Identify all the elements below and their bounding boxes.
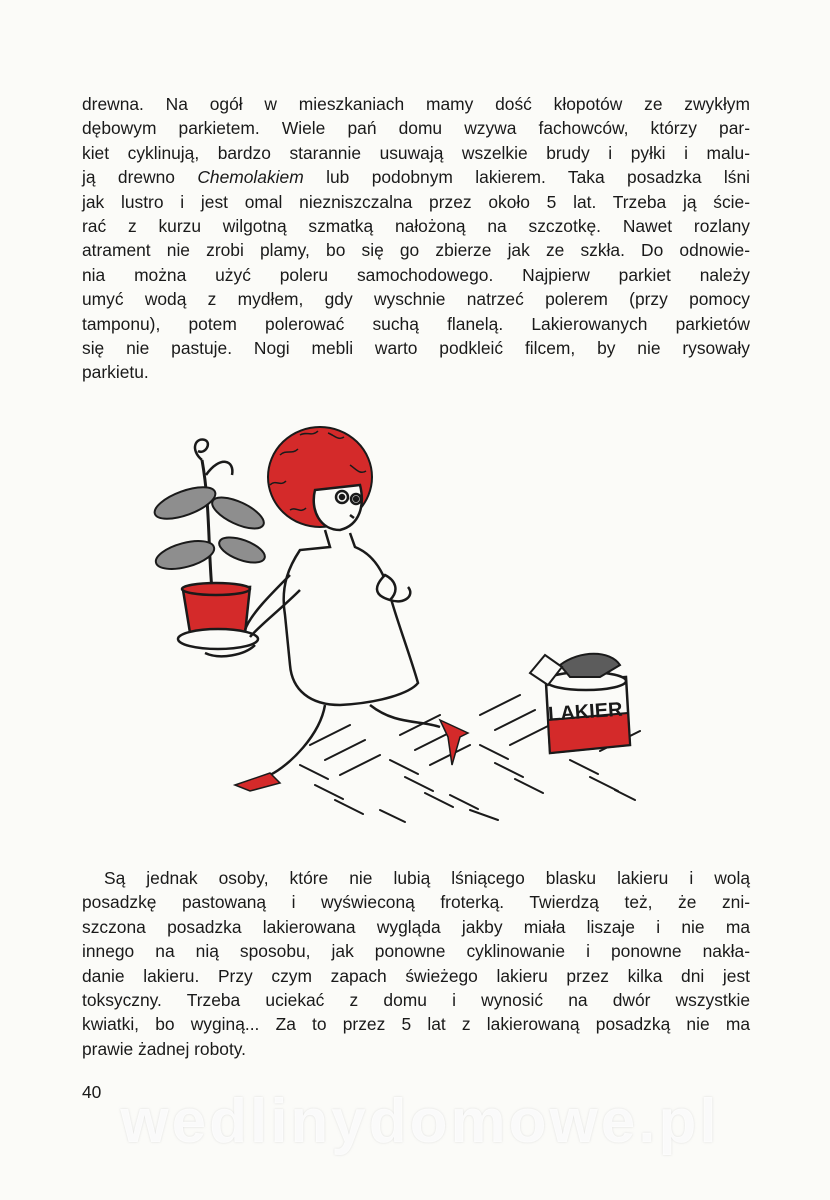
woman-figure	[245, 427, 440, 775]
page-number: 40	[82, 1082, 102, 1102]
lacquer-can	[530, 654, 630, 753]
text-line: szczona posadzka lakierowana wygląda jakby miała liszaje i nie ma	[82, 916, 750, 937]
text-line: prawie żadnej roboty.	[82, 1038, 247, 1059]
illustration-woman-with-plant	[150, 415, 670, 835]
text-line: nia można użyć poleru samochodowego. Najpierw parkiet należy	[82, 264, 750, 285]
text-line	[82, 165, 750, 189]
text-line: toksyczny. Trzeba uciekać z domu i wynosić na dwór wszystkie	[82, 990, 750, 1011]
can-label: LAKIER	[547, 698, 624, 726]
paragraph-2	[82, 866, 750, 1061]
flower-pot	[178, 583, 258, 656]
text-line: umyć wodą z mydłem, gdy wyschnie natrzeć polerem (przy pomocy	[82, 289, 750, 310]
watermark: wedlinydomowe.pl	[120, 1087, 720, 1156]
text-line: innego na nią sposobu, jak ponowne cyklinowanie i ponowne nakła-	[82, 941, 750, 962]
text-line: parkietu.	[82, 362, 149, 383]
text-fragment: ją drewno	[82, 167, 198, 188]
text-line: atrament nie zrobi plamy, bo się go zbierze jak ze szkła. Do odnowie-	[82, 240, 750, 261]
text-line: jak lustro i jest omal niezniszczalna przez około 5 lat. Trzeba ją ście-	[82, 191, 750, 212]
text-line: posadzkę pastowaną i wyświeconą froterką. Twierdzą też, że zni-	[82, 892, 750, 913]
text-fragment: lub podobnym lakierem. Taka posadzka lśni	[303, 167, 750, 188]
text-line: drewna. Na ogół w mieszkaniach mamy dość kłopotów ze zwykłym	[82, 94, 750, 114]
text-line: kiet cyklinują, bardzo starannie usuwają wszelkie brudy i pyłki i malu-	[82, 142, 750, 163]
red-shoes	[235, 720, 468, 791]
text-line: rać z kurzu wilgotną szmatką nałożoną na szczotkę. Nawet rozlany	[82, 216, 750, 237]
text-line: Są jednak osoby, które nie lubią lśniącego blasku lakieru i wolą	[104, 868, 750, 888]
plant-icon	[151, 440, 268, 590]
text-line: kwiatki, bo wyginą... Za to przez 5 lat z lakierowaną posadzką nie ma	[82, 1014, 750, 1035]
product-name: Chemolakiem	[197, 167, 304, 188]
text-line: dębowym parkietem. Wiele pań domu wzywa fachowców, którzy par-	[82, 118, 750, 139]
text-line: się nie pastuje. Nogi mebli warto podkleić filcem, by nie rysowały	[82, 338, 750, 359]
paragraph-1	[82, 92, 750, 385]
text-line: danie lakieru. Przy czym zapach świeżego lakieru przez kilka dni jest	[82, 965, 750, 986]
text-line: tamponu), potem polerować suchą flanelą. Lakierowanych parkietów	[82, 313, 750, 334]
